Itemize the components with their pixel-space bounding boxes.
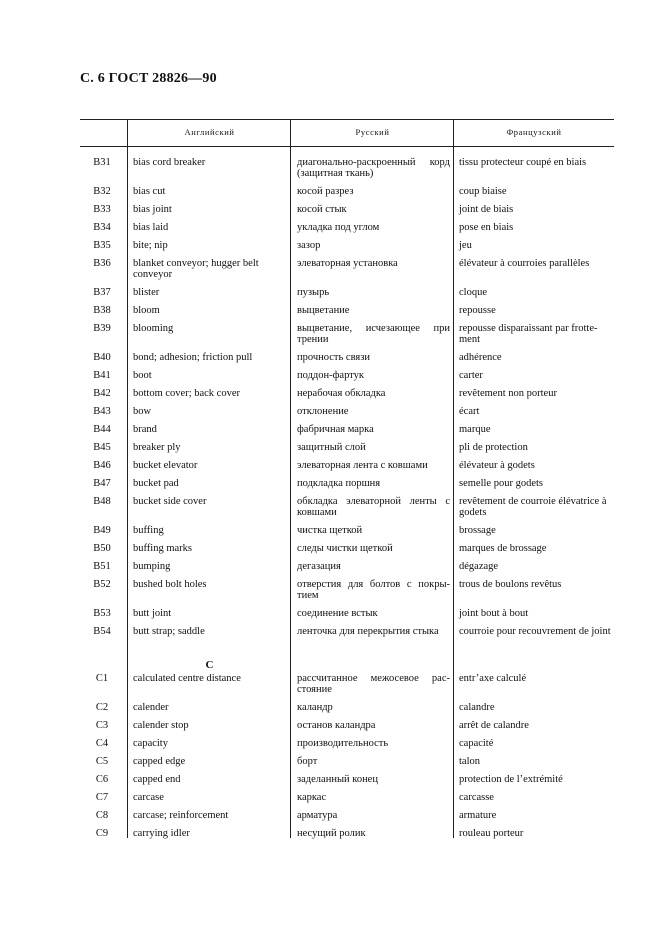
term-code: B46	[93, 460, 111, 471]
term-french: carcasse	[459, 792, 494, 803]
term-code: C5	[95, 756, 109, 767]
term-russian: пузырь	[297, 287, 330, 298]
term-french: cloque	[459, 287, 487, 298]
term-french: capacité	[459, 738, 494, 749]
term-russian: укладка под углом	[297, 222, 380, 233]
table-row	[80, 720, 614, 738]
table-row	[80, 496, 614, 525]
term-english: bias cut	[133, 186, 166, 197]
term-russian: заделанный конец	[297, 774, 378, 785]
term-french: coup biaise	[459, 186, 507, 197]
term-english: bias laid	[133, 222, 169, 233]
table-row	[80, 478, 614, 496]
term-french: dégazage	[459, 561, 499, 572]
term-code: B47	[93, 478, 111, 489]
term-code: B49	[93, 525, 111, 536]
term-code: B39	[93, 323, 111, 334]
term-french: armature	[459, 810, 497, 821]
term-code: B50	[93, 543, 111, 554]
term-french: courroie pour recouvrement de joint	[459, 626, 611, 637]
term-code: B37	[93, 287, 111, 298]
table-row	[80, 774, 614, 792]
term-code: B54	[93, 626, 111, 637]
term-russian: отверстия для болтов с покры-тием	[297, 579, 450, 601]
term-french: joint de biais	[459, 204, 514, 215]
term-french: pose en biais	[459, 222, 514, 233]
table-row	[80, 222, 614, 240]
term-russian: дегазация	[297, 561, 341, 572]
term-code: B44	[93, 424, 111, 435]
term-russian: нерабочая обкладка	[297, 388, 386, 399]
table-row	[80, 810, 614, 828]
term-english: bond; adhesion; friction pull	[133, 352, 253, 363]
table-header	[80, 119, 614, 147]
table-row	[80, 287, 614, 305]
term-english: capped end	[133, 774, 181, 785]
term-english: calculated centre distance	[133, 673, 241, 684]
table-row	[80, 240, 614, 258]
term-russian: борт	[297, 756, 318, 767]
table-row	[80, 608, 614, 626]
term-french: semelle pour godets	[459, 478, 543, 489]
term-french: revêtement non porteur	[459, 388, 557, 399]
term-english: butt joint	[133, 608, 172, 619]
term-code: B53	[93, 608, 111, 619]
term-english: capacity	[133, 738, 168, 749]
term-english: bias joint	[133, 204, 172, 215]
table-row	[80, 406, 614, 424]
term-russian: останов каландра	[297, 720, 376, 731]
term-english: bite; nip	[133, 240, 168, 251]
term-french: brossage	[459, 525, 496, 536]
table-row	[80, 828, 614, 846]
table-row	[80, 579, 614, 608]
term-code: B36	[93, 258, 111, 269]
term-russian: подкладка поршня	[297, 478, 381, 489]
column-header-russian: Русский	[355, 127, 390, 137]
term-russian: зазор	[297, 240, 321, 251]
term-code: B45	[93, 442, 111, 453]
term-english: butt strap; saddle	[133, 626, 205, 637]
term-english: blister	[133, 287, 160, 298]
term-english: bottom cover; back cover	[133, 388, 240, 399]
term-french: adhérence	[459, 352, 502, 363]
table-row	[80, 186, 614, 204]
term-code: C4	[95, 738, 109, 749]
term-code: B51	[93, 561, 111, 572]
column-header-english: Английский	[184, 127, 235, 137]
term-code: B33	[93, 204, 111, 215]
term-code: B43	[93, 406, 111, 417]
term-russian: элеваторная лента с ковшами	[297, 460, 428, 471]
term-russian: соединение встык	[297, 608, 378, 619]
term-english: bow	[133, 406, 152, 417]
term-english: calender	[133, 702, 169, 713]
term-french: arrêt de calandre	[459, 720, 529, 731]
table-row	[80, 561, 614, 579]
term-code: B41	[93, 370, 111, 381]
term-french: joint bout à bout	[459, 608, 529, 619]
table-row	[80, 424, 614, 442]
column-divider	[290, 119, 291, 838]
term-code: B32	[93, 186, 111, 197]
term-english: blanket conveyor; hugger belt conveyor	[133, 258, 259, 280]
term-french: écart	[459, 406, 480, 417]
table-row	[80, 305, 614, 323]
table-row	[80, 626, 614, 655]
table-row	[80, 388, 614, 406]
term-french: jeu	[459, 240, 472, 251]
term-code: B38	[93, 305, 111, 316]
table-row	[80, 460, 614, 478]
page-header: С. 6 ГОСТ 28826—90	[80, 71, 217, 86]
term-french: calandre	[459, 702, 495, 713]
table-row	[80, 673, 614, 702]
term-english: capped edge	[133, 756, 186, 767]
term-russian: защитный слой	[297, 442, 366, 453]
term-english: brand	[133, 424, 157, 435]
table-row	[80, 543, 614, 561]
table-row	[80, 525, 614, 543]
term-russian: диагонально-раскроенный корд (защитная ткань)	[297, 157, 450, 179]
term-english: bucket pad	[133, 478, 179, 489]
term-french: marques de brossage	[459, 543, 547, 554]
term-english: bushed bolt holes	[133, 579, 207, 590]
term-english: boot	[133, 370, 152, 381]
term-english: buffing	[133, 525, 164, 536]
table-row	[80, 792, 614, 810]
term-french: pli de protection	[459, 442, 528, 453]
column-divider	[127, 119, 128, 838]
term-code: B40	[93, 352, 111, 363]
table-row	[80, 204, 614, 222]
term-russian: отклонение	[297, 406, 349, 417]
term-english: calender stop	[133, 720, 189, 731]
term-french: rouleau porteur	[459, 828, 524, 839]
term-french: repousse	[459, 305, 496, 316]
term-french: talon	[459, 756, 480, 767]
section-row	[80, 655, 614, 673]
term-french: entr’axe calculé	[459, 673, 527, 684]
term-french: élévateur à courroies parallèles	[459, 258, 590, 269]
table-row	[80, 756, 614, 774]
term-russian: каркас	[297, 792, 327, 803]
term-russian: ленточка для перекрытия стыка	[297, 626, 439, 637]
term-russian: косой стык	[297, 204, 347, 215]
term-code: C9	[95, 828, 109, 839]
table-row	[80, 258, 614, 287]
term-english: carrying idler	[133, 828, 190, 839]
term-russian: следы чистки щеткой	[297, 543, 393, 554]
term-code: B34	[93, 222, 111, 233]
term-russian: несущий ролик	[297, 828, 366, 839]
term-french: élévateur à godets	[459, 460, 535, 471]
term-english: blooming	[133, 323, 174, 334]
section-letter: С	[205, 659, 214, 671]
term-code: C7	[95, 792, 109, 803]
table-row	[80, 157, 614, 186]
term-english: breaker ply	[133, 442, 181, 453]
term-english: bucket elevator	[133, 460, 198, 471]
term-english: buffing marks	[133, 543, 193, 554]
term-russian: поддон-фартук	[297, 370, 364, 381]
term-code: C6	[95, 774, 109, 785]
term-english: bucket side cover	[133, 496, 207, 507]
term-russian: выцветание, исчезающее при трении	[297, 323, 450, 345]
table-row	[80, 738, 614, 756]
table-row	[80, 370, 614, 388]
term-code: C1	[95, 673, 109, 684]
term-russian: фабричная марка	[297, 424, 374, 435]
term-french: revêtement de courroie élévatrice à godets	[459, 496, 607, 518]
term-russian: чистка щеткой	[297, 525, 363, 536]
term-code: B52	[93, 579, 111, 590]
term-french: trous de boulons revêtus	[459, 579, 562, 590]
term-russian: рассчитанное межосевое рас-стояние	[297, 673, 450, 695]
term-code: B42	[93, 388, 111, 399]
term-english: bumping	[133, 561, 171, 572]
term-french: protection de l’extrémité	[459, 774, 563, 785]
term-french: repousse disparaissant par frotte-ment	[459, 323, 598, 345]
term-french: carter	[459, 370, 483, 381]
term-english: bias cord breaker	[133, 157, 206, 168]
term-russian: элеваторная установка	[297, 258, 398, 269]
term-code: C8	[95, 810, 109, 821]
term-english: bloom	[133, 305, 160, 316]
term-russian: арматура	[297, 810, 338, 821]
table-row	[80, 442, 614, 460]
term-french: tissu protecteur coupé en biais	[459, 157, 587, 168]
term-code: B48	[93, 496, 111, 507]
term-code: B35	[93, 240, 111, 251]
table-row	[80, 702, 614, 720]
table-body	[80, 157, 614, 846]
term-russian: каландр	[297, 702, 333, 713]
table-row	[80, 352, 614, 370]
term-code: C3	[95, 720, 109, 731]
column-divider	[453, 119, 454, 838]
column-header-french: Французский	[506, 127, 562, 137]
term-code: C2	[95, 702, 109, 713]
term-russian: косой разрез	[297, 186, 354, 197]
term-english: carcase	[133, 792, 164, 803]
term-russian: производительность	[297, 738, 389, 749]
term-russian: обкладка элеваторной ленты с ковшами	[297, 496, 450, 518]
glossary-table	[80, 119, 614, 846]
table-row	[80, 323, 614, 352]
term-russian: выцветание	[297, 305, 350, 316]
term-english: carcase; reinforcement	[133, 810, 229, 821]
term-code: B31	[93, 157, 111, 168]
term-russian: прочность связи	[297, 352, 370, 363]
term-french: marque	[459, 424, 491, 435]
